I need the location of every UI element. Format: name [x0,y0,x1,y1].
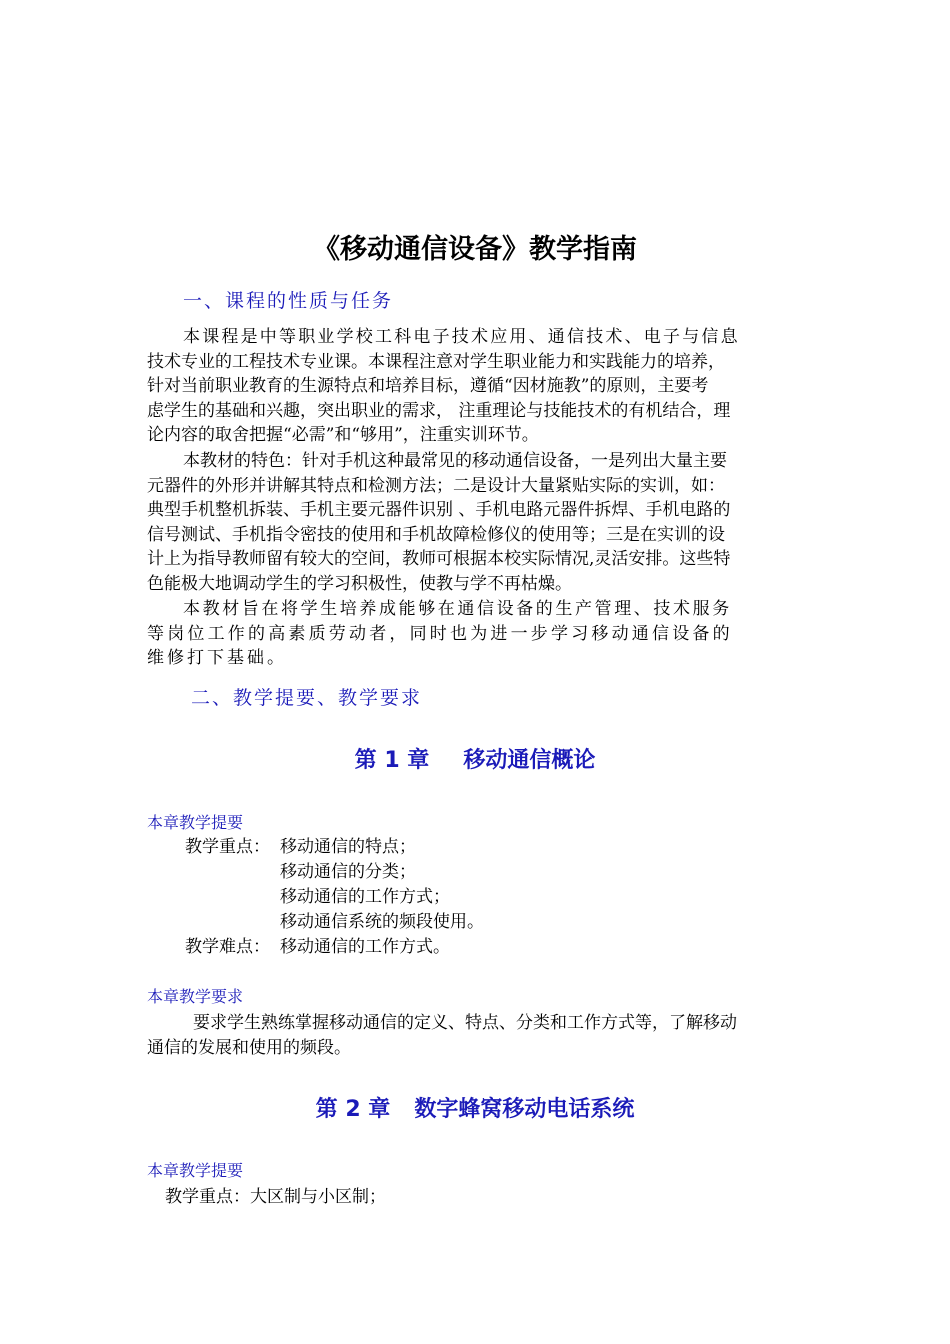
difficult-points-label: 教学难点： [185,937,270,957]
chapter-2-key-points: 教学重点：大区制与小区制； [165,1187,386,1207]
chapter-name: 移动通信概论 [463,748,596,773]
paragraph-line: 维修打下基础。 [147,648,287,669]
paragraph-line: 论内容的取舍把握“必需”和“够用”，注重实训环节。 [147,425,539,446]
chapter-name: 数字蜂窝移动电话系统 [414,1097,635,1122]
chapter-number: 第 1 章 [354,748,430,773]
chapter-1-title [0,744,950,778]
paragraph-line: 等岗位工作的高素质劳动者，同时也为进一步学习移动通信设备的 [147,623,733,644]
key-point-item: 移动通信的分类； [280,862,416,882]
paragraph-line: 要求学生熟练掌握移动通信的定义、特点、分类和工作方式等，了解移动 [193,1013,737,1033]
chapter-1-outline-label: 本章教学提要 [147,813,244,832]
paragraph-line: 计上为指导教师留有较大的空间，教师可根据本校实际情况,灵活安排。这些特 [147,549,731,570]
chapter-1-requirements-label: 本章教学要求 [147,987,244,1006]
section-heading-1: 一、课程的性质与任务 [183,290,394,312]
paragraph-line: 信号测试、手机指令密技的使用和手机故障检修仪的使用等；三是在实训的设 [147,524,725,545]
paragraph-line: 本教材旨在将学生培养成能够在通信设备的生产管理、技术服务 [183,599,732,619]
key-point-item: 移动通信的特点； [280,837,416,857]
key-point-item: 移动通信的工作方式； [280,887,450,907]
paragraph-line: 典型手机整机拆装、手机主要元器件识别 、手机电路元器件拆焊、手机电路的 [147,500,731,521]
chapter-number: 第 2 章 [315,1097,391,1122]
paragraph-line: 元器件的外形并讲解其特点和检测方法；二是设计大量紧贴实际的实训，如： [147,475,725,496]
chapter-1-requirements-text [147,1011,805,1060]
chapter-2-title [0,1093,950,1127]
paragraph-textbook-features [147,449,805,597]
paragraph-line: 本教材的特色：针对手机这种最常见的移动通信设备，一是列出大量主要 [183,451,727,471]
paragraph-line: 技术专业的工程技术专业课。本课程注意对学生职业能力和实践能力的培养， [147,351,725,372]
paragraph-textbook-goal [147,597,805,671]
paragraph-course-nature [147,325,805,448]
key-points-label: 教学重点： [185,837,270,857]
key-point-item: 移动通信系统的频段使用。 [280,912,484,932]
chapter-2-outline-label: 本章教学提要 [147,1161,244,1180]
section-heading-2: 二、教学提要、教学要求 [191,687,423,709]
paragraph-line: 通信的发展和使用的频段。 [147,1037,351,1058]
paragraph-line: 虑学生的基础和兴趣，突出职业的需求， 注重理论与技能技术的有机结合，理 [147,400,731,421]
paragraph-line: 色能极大地调动学生的学习积极性，使教与学不再枯燥。 [147,573,572,594]
difficult-point-item: 移动通信的工作方式。 [280,937,450,957]
paragraph-line: 本课程是中等职业学校工科电子技术应用、通信技术、电子与信息 [183,327,740,347]
paragraph-line: 针对当前职业教育的生源特点和培养目标，遵循“因材施教”的原则，主要考 [147,376,709,397]
document-title: 《移动通信设备》教学指南 [313,234,637,265]
